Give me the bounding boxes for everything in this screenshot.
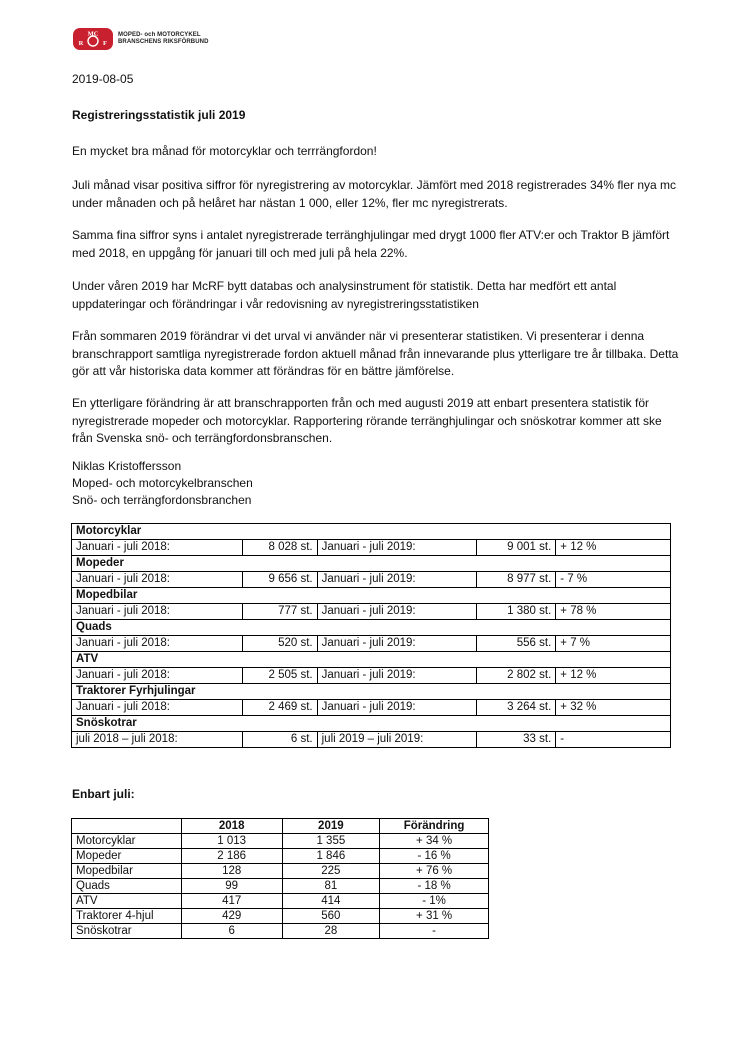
july-value-2019: 28 — [282, 924, 380, 939]
summary-group-label: Snöskotrar — [72, 716, 671, 732]
logo-badge-right: F — [103, 40, 107, 47]
signature-org-2: Snö- och terrängfordonsbranchen — [72, 493, 252, 507]
summary-change: + 78 % — [556, 604, 671, 620]
july-category: Motorcyklar — [72, 834, 182, 849]
paragraph-4: Under våren 2019 har McRF bytt databas och analysinstrument för statistik. Detta har medfört ett antal uppdateringar och förändringar i vår redovisning av nyregistreringsstatistiken — [72, 279, 617, 311]
july-heading: Enbart juli: — [72, 787, 135, 801]
july-value-2019: 414 — [282, 894, 380, 909]
july-value-2019: 1 355 — [282, 834, 380, 849]
july-category: Quads — [72, 879, 182, 894]
paragraph-3: Samma fina siffror syns i antalet nyregistrerade terränghjulingar med drygt 1000 fler ATV:er och Traktor B jämfört med 2018, en uppgång för januari till och med juli på hela 22%. — [72, 228, 670, 260]
july-table-row — [72, 909, 489, 924]
logo-badge-top: MC — [87, 30, 99, 38]
summary-change: - 7 % — [556, 572, 671, 588]
july-value-2019: 81 — [282, 879, 380, 894]
summary-period-2019: Januari - juli 2019: — [317, 604, 477, 620]
july-change: - — [380, 924, 489, 939]
july-change: + 76 % — [380, 864, 489, 879]
july-category: ATV — [72, 894, 182, 909]
summary-value-2019: 1 380 st. — [477, 604, 556, 620]
summary-change: + 12 % — [556, 540, 671, 556]
summary-group-label: Motorcyklar — [72, 524, 671, 540]
july-value-2018: 2 186 — [181, 849, 282, 864]
summary-data-row — [72, 636, 671, 652]
summary-period-2018: Januari - juli 2018: — [72, 636, 243, 652]
logo-line-1: MOPED- och MOTORCYKEL — [118, 32, 201, 38]
summary-period-2019: juli 2019 – juli 2019: — [317, 732, 477, 748]
july-table — [71, 818, 489, 939]
summary-group-row — [72, 620, 671, 636]
summary-change: + 12 % — [556, 668, 671, 684]
summary-period-2019: Januari - juli 2019: — [317, 668, 477, 684]
summary-value-2019: 3 264 st. — [477, 700, 556, 716]
july-value-2019: 1 846 — [282, 849, 380, 864]
document-date: 2019-08-05 — [72, 72, 134, 86]
summary-group-row — [72, 556, 671, 572]
july-table-row — [72, 924, 489, 939]
summary-group-label: Mopedbilar — [72, 588, 671, 604]
july-table-row — [72, 834, 489, 849]
summary-period-2018: Januari - juli 2018: — [72, 668, 243, 684]
summary-group-label: ATV — [72, 652, 671, 668]
july-value-2018: 417 — [181, 894, 282, 909]
summary-data-row — [72, 732, 671, 748]
summary-group-row — [72, 588, 671, 604]
july-change: - 1% — [380, 894, 489, 909]
summary-data-row — [72, 540, 671, 556]
logo-line-2: BRANSCHENS RIKSFÖRBUND — [118, 39, 209, 45]
july-value-2018: 99 — [181, 879, 282, 894]
july-value-2018: 128 — [181, 864, 282, 879]
summary-group-label: Traktorer Fyrhjulingar — [72, 684, 671, 700]
july-value-2018: 429 — [181, 909, 282, 924]
summary-period-2018: Januari - juli 2018: — [72, 604, 243, 620]
july-table-row — [72, 849, 489, 864]
signature-name: Niklas Kristoffersson — [72, 459, 182, 473]
summary-change: + 32 % — [556, 700, 671, 716]
july-table-header — [72, 819, 489, 834]
july-header-2019: 2019 — [282, 819, 380, 834]
logo-badge-graphic — [72, 27, 114, 51]
summary-value-2019: 9 001 st. — [477, 540, 556, 556]
summary-period-2018: juli 2018 – juli 2018: — [72, 732, 243, 748]
july-header-change: Förändring — [380, 819, 489, 834]
summary-value-2019: 2 802 st. — [477, 668, 556, 684]
july-category: Snöskotrar — [72, 924, 182, 939]
signature-block — [72, 458, 253, 509]
paragraph-1: En mycket bra månad för motorcyklar och terrrängfordon! — [72, 144, 377, 158]
summary-data-row — [72, 604, 671, 620]
document-title: Registreringsstatistik juli 2019 — [72, 108, 246, 122]
july-table-row — [72, 864, 489, 879]
july-value-2019: 225 — [282, 864, 380, 879]
summary-group-label: Mopeder — [72, 556, 671, 572]
summary-value-2019: 8 977 st. — [477, 572, 556, 588]
paragraph-6: En ytterligare förändring är att branschrapporten från och med augusti 2019 att enbart presentera statistik för nyregistrerade mopeder och motorcyklar. Rapportering rörande terränghjulingar och snöskotrar kommer att ske från Svenska snö- och terrängfordonsbranschen. — [72, 396, 662, 445]
summary-group-label: Quads — [72, 620, 671, 636]
summary-period-2018: Januari - juli 2018: — [72, 572, 243, 588]
summary-value-2019: 556 st. — [477, 636, 556, 652]
logo-text — [118, 32, 209, 46]
mcrf-logo — [72, 27, 209, 51]
july-change: + 31 % — [380, 909, 489, 924]
july-header-blank — [72, 819, 182, 834]
summary-group-row — [72, 524, 671, 540]
july-table-row — [72, 894, 489, 909]
summary-group-row — [72, 652, 671, 668]
signature-org-1: Moped- och motorcykelbranschen — [72, 476, 253, 490]
summary-data-row — [72, 700, 671, 716]
july-change: - 18 % — [380, 879, 489, 894]
summary-change: - — [556, 732, 671, 748]
summary-value-2018: 9 656 st. — [242, 572, 317, 588]
summary-period-2018: Januari - juli 2018: — [72, 540, 243, 556]
summary-period-2019: Januari - juli 2019: — [317, 572, 477, 588]
logo-badge — [72, 27, 114, 51]
summary-value-2018: 2 469 st. — [242, 700, 317, 716]
summary-table — [71, 523, 671, 748]
summary-period-2018: Januari - juli 2018: — [72, 700, 243, 716]
july-value-2018: 1 013 — [181, 834, 282, 849]
july-category: Mopeder — [72, 849, 182, 864]
july-value-2018: 6 — [181, 924, 282, 939]
july-change: - 16 % — [380, 849, 489, 864]
summary-period-2019: Januari - juli 2019: — [317, 636, 477, 652]
summary-change: + 7 % — [556, 636, 671, 652]
logo-badge-left: R — [78, 40, 84, 47]
paragraph-5: Från sommaren 2019 förändrar vi det urval vi använder när vi presenterar statistiken. Vi presenterar i denna branschrapport samtliga nyregistrerade fordon aktuell månad från innevarande plus ytterligare tre år tillbaka. Detta gör att vår historiska data kommer att förändras för en bättre jämförelse. — [72, 329, 679, 378]
summary-period-2019: Januari - juli 2019: — [317, 700, 477, 716]
july-header-2018: 2018 — [181, 819, 282, 834]
summary-value-2018: 520 st. — [242, 636, 317, 652]
july-change: + 34 % — [380, 834, 489, 849]
summary-data-row — [72, 572, 671, 588]
summary-group-row — [72, 716, 671, 732]
summary-group-row — [72, 684, 671, 700]
summary-value-2018: 8 028 st. — [242, 540, 317, 556]
summary-value-2018: 6 st. — [242, 732, 317, 748]
summary-value-2018: 2 505 st. — [242, 668, 317, 684]
summary-value-2019: 33 st. — [477, 732, 556, 748]
july-value-2019: 560 — [282, 909, 380, 924]
paragraph-2: Juli månad visar positiva siffror för nyregistrering av motorcyklar. Jämfört med 2018 registrerades 34% fler nya mc under månaden och på helåret har nästan 1 000, eller 12%, fler mc nyregistrerats. — [72, 178, 677, 210]
july-table-row — [72, 879, 489, 894]
summary-value-2018: 777 st. — [242, 604, 317, 620]
july-category: Mopedbilar — [72, 864, 182, 879]
summary-data-row — [72, 668, 671, 684]
summary-period-2019: Januari - juli 2019: — [317, 540, 477, 556]
july-category: Traktorer 4-hjul — [72, 909, 182, 924]
